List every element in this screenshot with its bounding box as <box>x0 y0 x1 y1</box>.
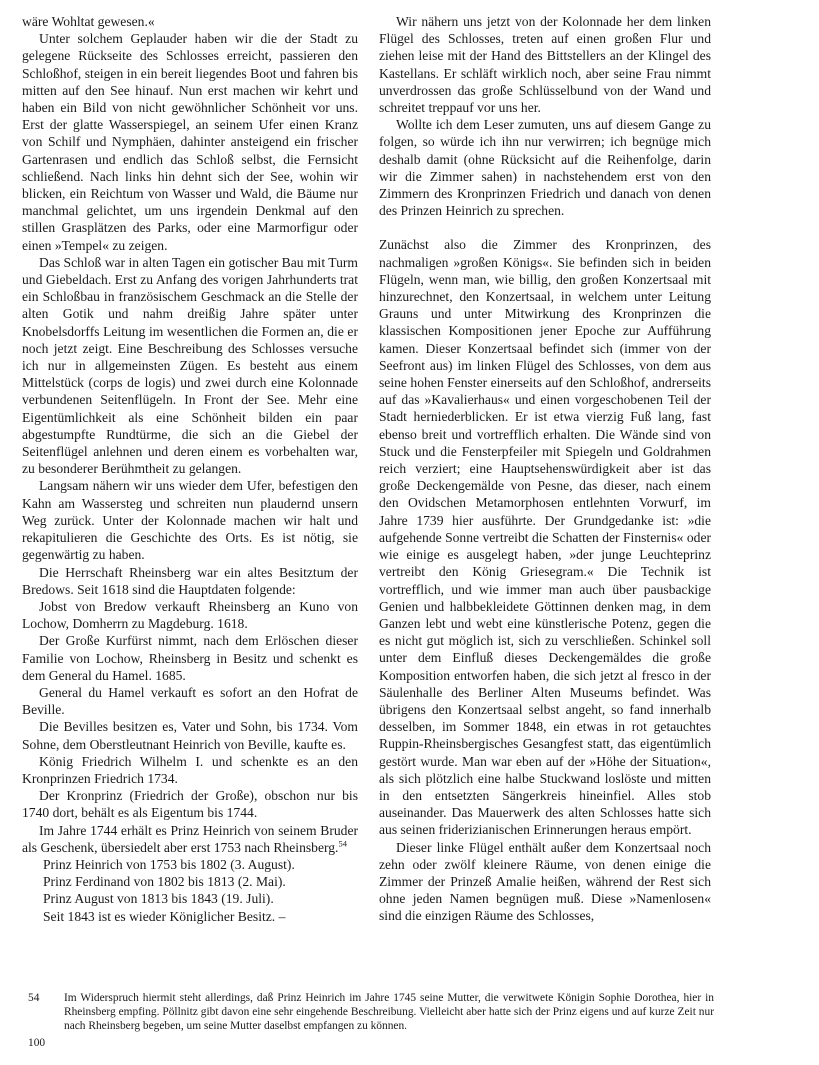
paragraph: General du Hamel verkauft es sofort an den Hofrat de Beville. <box>22 684 358 718</box>
paragraph-text: Im Jahre 1744 erhält es Prinz Heinrich von seinem Bruder als Geschenk, übersiedelt aber erst 1753 nach Rheinsberg. <box>22 822 358 855</box>
paragraph: Zunächst also die Zimmer des Kronprinzen, des nachmaligen »großen Königs«. Sie befinden sich in beiden Flügeln, wenn man, wie billig, den großen Konzertsaal mit hinzurechnet, den Konzertsaal, in welchem unter Leitung Grauns und unter Mitwirkung des Kronprinzen die klassischen Kompositionen jener Epoche zur Aufführung kamen. Dieser Konzertsaal befindet sich (immer von der Seefront aus) im linken Flügel des Schlosses, von dem aus seine hohen Fenster einerseits auf den Schloßhof, andrerseits auf das »Kavalierhaus« und einen vorgeschobenen Teil der Stadt herniederblicken. Er ist etwa vierzig Fuß lang, fast ebenso breit und vortrefflich erhalten. Die Wände sind von Stuck und die Fensterpfeiler mit Spiegeln und Goldrahmen reich verziert; eine Hauptsehenswürdigkeit aber ist das große Deckengemälde von Pesne, das dieser, nach einem den Ovidschen Metamorphosen entlehnten Vorwurf, im Jahre 1739 hier ausführte. Der Grundgedanke ist: »die aufgehende Sonne vertreibt die Schatten der Finsternis« oder wie einige es ausgelegt haben, »der junge Leuchteprinz vertreibt den König Griesegram.« Die Technik ist vortrefflich, und wie immer man auch über pausbackige Genien und halbbekleidete Göttinnen denken mag, in dem Ganzen lebt und webt eine künstlerische Potenz, gegen die es nicht gut möglich ist, sich zu verschließen. Schinkel soll unter dem Einfluß dieses Deckengemäldes die große Komposition entworfen haben, die sich jetzt al fresco in der Säulenhalle des Berliner Alten Museums befindet. Was übrigens den Konzertsaal selbst angeht, so fand innerhalb desselben, im Sommer 1848, ein etwas in rot getauchtes Ruppin-Rheinsbergisches Gesangfest statt, das eigentümlich gestört wurde. Man war eben auf der »Höhe der Situation«, als sich plötzlich eine halbe Stuckwand loslöste und mitten in den entsetzten Sängerkreis hineinfiel. Alles stob auseinander. Das Mauerwerk des alten Schlosses hatte sich aus seinen friderizianischen Erinnerungen heraus empört. <box>379 237 711 838</box>
footnote-reference[interactable]: 54 <box>338 838 347 849</box>
paragraph: Wollte ich dem Leser zumuten, uns auf diesem Gange zu folgen, so würde ich ihn nur verwirren; ich begnüge mich deshalb damit (ohne Rücksicht auf die Reihenfolge, darin wir die Zimmer sahen) in nachstehendem erst von den Zimmern des Kronprinzen Friedrich und danach von denen des Prinzen Heinrich zu sprechen. <box>379 117 711 219</box>
paragraph: Wir nähern uns jetzt von der Kolonnade her dem linken Flügel des Schlosses, treten auf einen großen Flur und ziehen leise mit der Hand des Bittstellers an der Klingel des Kastellans. Er schläft wirklich noch, aber seine Frau nimmt unverdrossen das große Schlüsselbund von der Wand und schreitet treppauf vor uns her. <box>379 14 711 116</box>
paragraph <box>22 822 358 856</box>
timeline-entry: Prinz Ferdinand von 1802 bis 1813 (2. Mai). <box>43 874 286 890</box>
paragraph: Langsam nähern wir uns wieder dem Ufer, befestigen den Kahn am Wassersteg und schreiten nun plaudernd unsern Weg zurück. Unter der Kolonnade machen wir halt und rekapitulieren die Geschichte des Orts. Es ist nötig, sie gegenwärtig zu haben. <box>22 478 358 563</box>
timeline-entry: Prinz August von 1813 bis 1843 (19. Juli). <box>43 891 274 907</box>
right-column <box>379 13 711 925</box>
paragraph: Der Kronprinz (Friedrich der Große), obschon nur bis 1740 dort, behält es als Eigentum bis 1744. <box>22 788 358 821</box>
paragraph: Dieser linke Flügel enthält außer dem Konzertsaal noch zehn oder zwölf kleinere Räume, von denen einige die Zimmer der Prinzeß Amalie heißen, während der Rest sich ohne jeden Namen begnügen muß. Diese »Namenlosen« sind die einzigen Räume des Schlosses, <box>379 839 711 924</box>
paragraph: Unter solchem Geplauder haben wir die der Stadt zu gelegene Rückseite des Schlosses erreicht, passieren den Schloßhof, steigen in ein bereit liegendes Boot und fahren bis mitten auf den See hinauf. Nun erst machen wir kehrt und haben ein Bild von nicht gewöhnlicher Schönheit vor uns. Erst der glatte Wasserspiegel, an seinem Ufer einen Kranz von Schilf und Nymphäen, dahinter ansteigend ein frischer Gartenrasen und endlich das Schloß selbst, die Fernsicht schließend. Nach links hin dehnt sich der See, wohin wir blicken, ein Reichtum von Wasser und Wald, die Bäume nur manchmal gelichtet, um uns irgendein Denkmal auf den stillen Grasplätzen des Parks, oder eine Marmorfigur oder einen »Tempel« zu zeigen. <box>22 31 358 253</box>
timeline-entry: Seit 1843 ist es wieder Königlicher Besitz. – <box>43 908 286 924</box>
footnote-number: 54 <box>28 992 40 1004</box>
paragraph: König Friedrich Wilhelm I. und schenkte es an den Kronprinzen Friedrich 1734. <box>22 753 358 786</box>
footnote-text: Im Widerspruch hiermit steht allerdings, daß Prinz Heinrich im Jahre 1745 seine Mutter, die verwitwete Königin Sophie Dorothea, hier in Rheinsberg empfing. Pöllnitz gibt davon eine sehr eingehende Beschreibung. Vielleicht aber hatte sich der Prinz eigens und auf kurze Zeit nur nach Rheinsberg begeben, um seine Mutter daselbst empfangen zu können. <box>64 992 714 1033</box>
footnote <box>28 991 714 1034</box>
paragraph: Das Schloß war in alten Tagen ein gotischer Bau mit Turm und Giebeldach. Erst zu Anfang des vorigen Jahrhunderts trat ein Schloßbau in französischem Geschmack an die Stelle der alten Gotik und nahm dreißig Jahre später unter Knobelsdorffs Leitung im wesentlichen die Formen an, die er noch jetzt zeigt. Eine Beschreibung des Schlosses versuche ich nur in allgemeinsten Zügen. Es besteht aus einem Mittelstück (corps de logis) und zwei durch eine Kolonnade verbundenen Seitenflügeln. In Front der See. Mehr eine Eigentümlichkeit als eine Schönheit bilden ein paar abgestumpfte Rundtürme, die sich an die Giebel der Seitenflügel anlehnen und deren einem es vorbehalten war, zu besonderer Berühmtheit zu gelangen. <box>22 254 358 477</box>
page-number: 100 <box>28 1037 46 1049</box>
paragraph: wäre Wohltat gewesen.« <box>22 14 155 29</box>
paragraph: Der Große Kurfürst nimmt, nach dem Erlöschen dieser Familie von Lochow, Rheinsberg in Besitz und schenkt es dem General du Hamel. 1685. <box>22 633 358 683</box>
paragraph: Die Bevilles besitzen es, Vater und Sohn, bis 1734. Vom Sohne, dem Oberstleutnant Heinrich von Beville, kaufte es. <box>22 719 358 752</box>
paragraph: Die Herrschaft Rheinsberg war ein altes Besitztum der Bredows. Seit 1618 sind die Hauptdaten folgende: <box>22 564 358 597</box>
left-column <box>22 13 358 925</box>
timeline-entry: Prinz Heinrich von 1753 bis 1802 (3. August). <box>43 856 295 872</box>
paragraph: Jobst von Bredow verkauft Rheinsberg an Kuno von Lochow, Domherrn zu Magdeburg. 1618. <box>22 598 358 632</box>
